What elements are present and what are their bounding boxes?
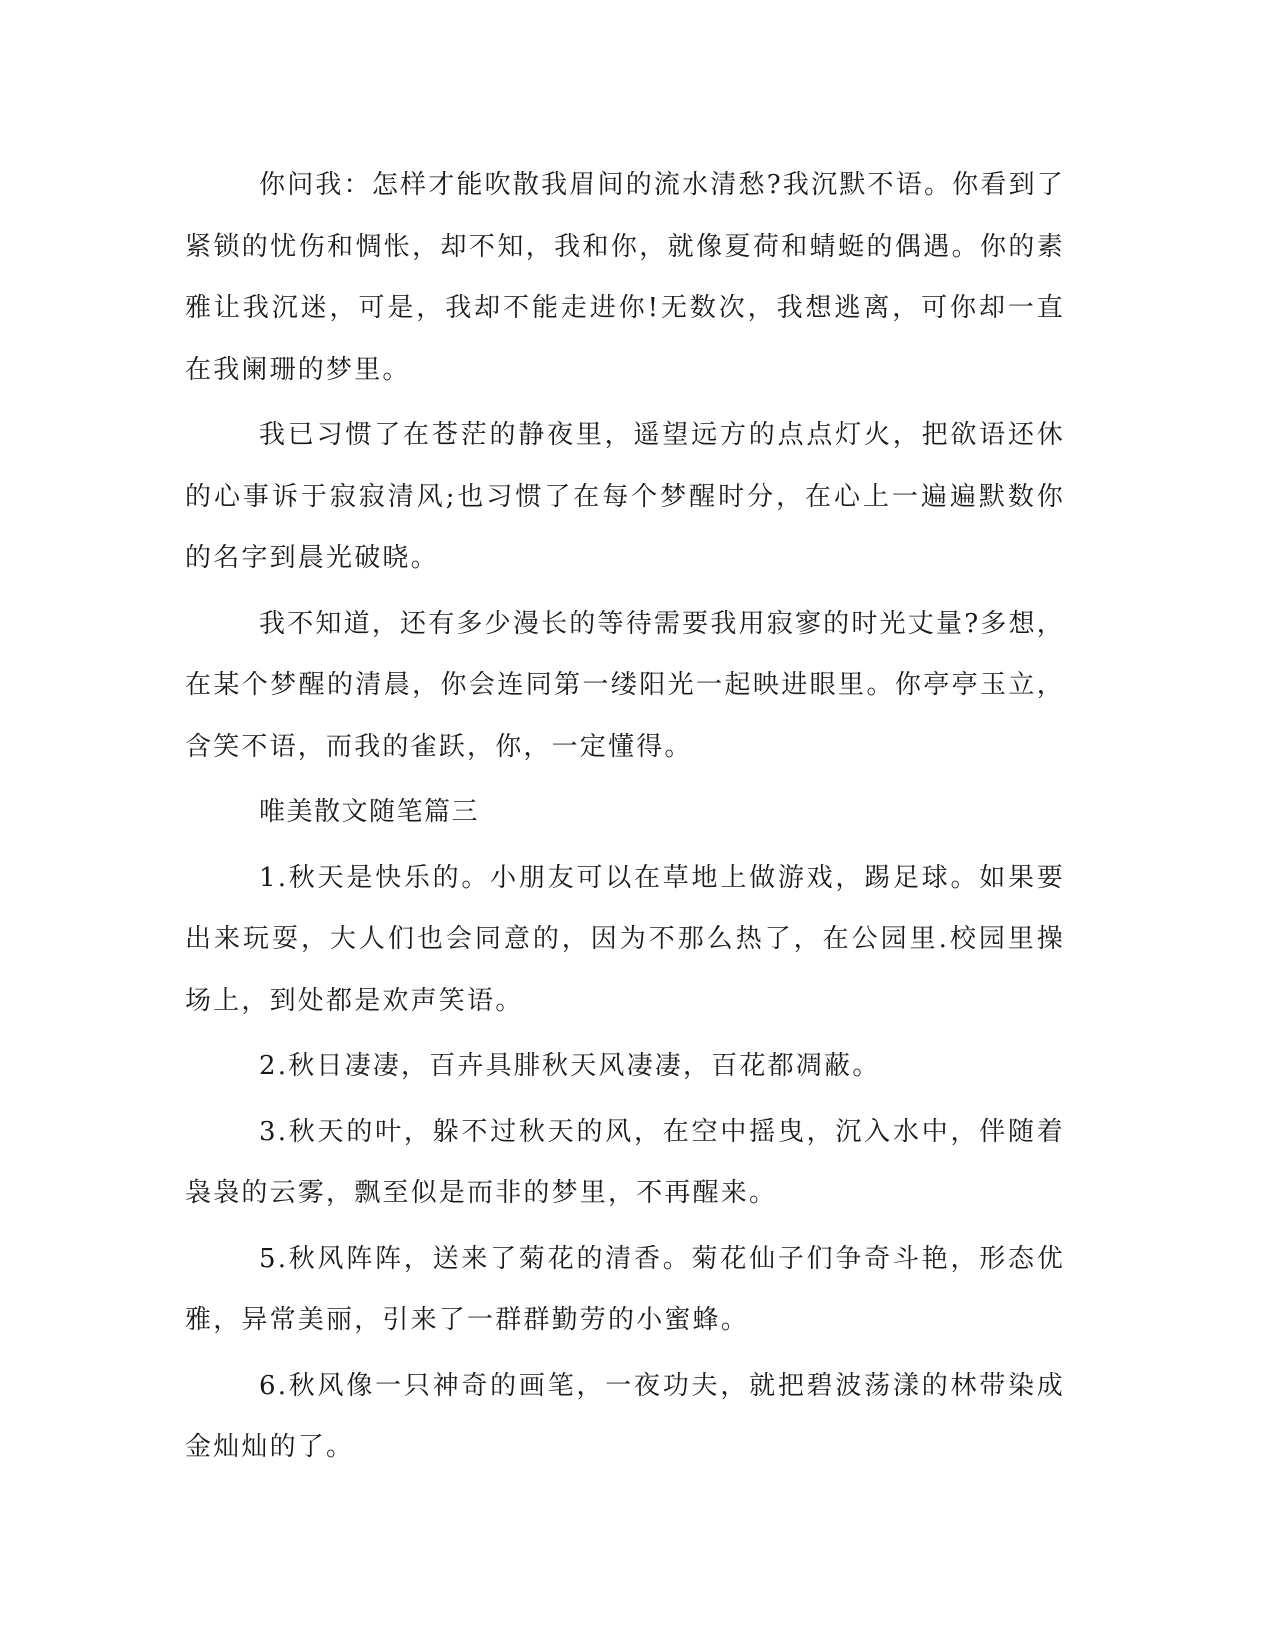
paragraph-3: 我不知道，还有多少漫长的等待需要我用寂寥的时光丈量?多想，在某个梦醒的清晨，你会连同第一缕阳光一起映进眼里。你亭亭玉立，含笑不语，而我的雀跃，你，一定懂得。 xyxy=(185,608,1065,762)
paragraph-2: 我已习惯了在苍茫的静夜里，遥望远方的点点灯火，把欲语还休的心事诉于寂寂清风;也习惯了在每个梦醒时分，在心上一遍遍默数你的名字到晨光破晓。 xyxy=(185,420,1065,573)
list-item-1: 1.秋天是快乐的。小朋友可以在草地上做游戏，踢足球。如果要出来玩耍，大人们也会同意的，因为不那么热了，在公园里.校园里操场上，到处都是欢声笑语。 xyxy=(185,862,1065,1016)
list-item-6: 6.秋风像一只神奇的画笔，一夜功夫，就把碧波荡漾的林带染成金灿灿的了。 xyxy=(185,1370,1065,1462)
list-item-2: 2.秋日凄凄，百卉具腓秋天风凄凄，百花都凋蔽。 xyxy=(259,1051,881,1081)
list-item-5: 5.秋风阵阵，送来了菊花的清香。菊花仙子们争奇斗艳，形态优雅，异常美丽，引来了一群群勤劳的小蜜蜂。 xyxy=(185,1243,1065,1335)
text-column xyxy=(185,155,1065,1483)
section-title: 唯美散文随笔篇三 xyxy=(259,797,480,827)
paragraph-1: 你问我：怎样才能吹散我眉间的流水清愁?我沉默不语。你看到了紧锁的忧伤和惆怅，却不知，我和你，就像夏荷和蜻蜓的偶遇。你的素雅让我沉迷，可是，我却不能走进你!无数次，我想逃离，可你却一直在我阑珊的梦里。 xyxy=(185,170,1065,385)
list-item-3: 3.秋天的叶，躲不过秋天的风，在空中摇曳，沉入水中，伴随着袅袅的云雾，飘至似是而非的梦里，不再醒来。 xyxy=(185,1116,1065,1208)
